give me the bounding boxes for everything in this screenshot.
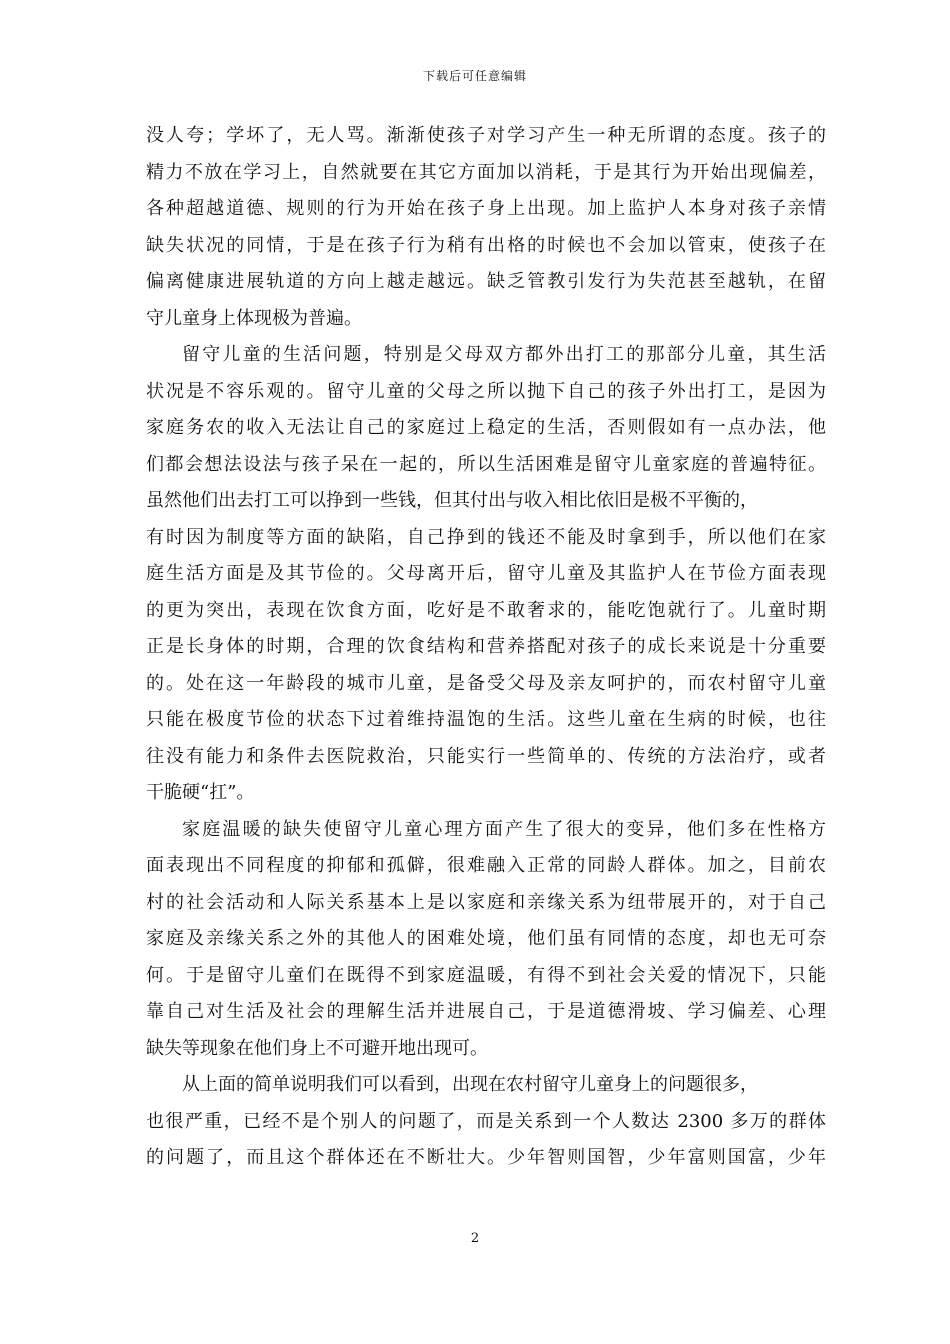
text-line: 的。处在这一年龄段的城市儿童，是备受父母及亲友呵护的，而农村留守儿童 — [146, 672, 826, 694]
text-line: 干脆硬“扛”。 — [146, 782, 255, 803]
text-line: 只能在极度节俭的状态下过着维持温饱的生活。这些儿童在生病的时候，也往 — [146, 709, 826, 730]
text-line: 家庭务农的收入无法让自己的家庭过上稳定的生活，否则假如有一点办法，他 — [146, 417, 826, 438]
text-line: 缺失等现象在他们身上不可避开地出现可。 — [146, 1037, 488, 1059]
text-line: 守儿童身上体现极为普遍。 — [146, 307, 362, 329]
text-line: 何。于是留守儿童们在既得不到家庭温暖，有得不到社会关爱的情况下，只能 — [146, 964, 826, 986]
text-line: 各种超越道德、规则的行为开始在孩子身上出现。加上监护人本身对孩子亲情 — [146, 198, 826, 219]
text-line: 们都会想法设法与孩子呆在一起的，所以生活困难是留守儿童家庭的普遍特征。 — [146, 453, 826, 475]
text-line: 的问题了，而且这个群体还在不断壮大。少年智则国智，少年富则国富，少年 — [146, 1147, 826, 1168]
text-line: 状况是不容乐观的。留守儿童的父母之所以抛下自己的孩子外出打工，是因为 — [146, 380, 826, 402]
text-line: 庭生活方面是及其节俭的。父母离开后，留守儿童及其监护人在节俭方面表现 — [146, 563, 826, 584]
text-line: 没人夸；学坏了，无人骂。渐渐使孩子对学习产生一种无所谓的态度。孩子的 — [146, 125, 826, 146]
text-line: 精力不放在学习上，自然就要在其它方面加以消耗，于是其行为开始出现偏差， — [146, 161, 826, 183]
text-line: 靠自己对生活及社会的理解生活并进展自己，于是道德滑坡、学习偏差、心理 — [146, 1001, 826, 1022]
text-line: 的更为突出，表现在饮食方面，吃好是不敢奢求的，能吃饱就行了。儿童时期 — [146, 599, 826, 621]
text-line: 留守儿童的生活问题，特别是父母双方都外出打工的那部分儿童，其生活 — [182, 344, 826, 365]
text-line: 村的社会活动和人际关系基本上是以家庭和亲缘关系为纽带展开的，对于自己 — [146, 891, 826, 913]
text-line: 也很严重，已经不是个别人的问题了，而是关系到一个人数达 2300 多万的群体 — [146, 1110, 826, 1132]
text-line: 从上面的简单说明我们可以看到，出现在农村留守儿童身上的问题很多， — [182, 1074, 758, 1095]
text-line: 正是长身体的时期，合理的饮食结构和营养搭配对孩子的成长来说是十分重要 — [146, 636, 826, 657]
text-line: 家庭及亲缘关系之外的其他人的困难处境，他们虽有同情的态度，却也无可奈 — [146, 928, 826, 949]
page-header: 下载后可任意编辑 — [422, 69, 527, 83]
body-text — [146, 118, 826, 1177]
text-line: 偏离健康进展轨道的方向上越走越远。缺乏管教引发行为失范甚至越轨，在留 — [146, 271, 826, 292]
text-line: 有时因为制度等方面的缺陷，自己挣到的钱还不能及时拿到手，所以他们在家 — [146, 526, 826, 548]
text-line: 虽然他们出去打工可以挣到一些钱，但其付出与收入相比依旧是极不平衡的， — [146, 490, 758, 511]
page-number: 2 — [470, 1231, 480, 1246]
text-line: 往没有能力和条件去医院救治，只能实行一些简单的、传统的方法治疗，或者 — [146, 745, 826, 767]
text-line: 面表现出不同程度的抑郁和孤僻，很难融入正常的同龄人群体。加之，目前农 — [146, 855, 826, 876]
text-line: 缺失状况的同情，于是在孩子行为稍有出格的时候也不会加以管束，使孩子在 — [146, 234, 826, 256]
text-line: 家庭温暖的缺失使留守儿童心理方面产生了很大的变异，他们多在性格方 — [182, 818, 826, 840]
